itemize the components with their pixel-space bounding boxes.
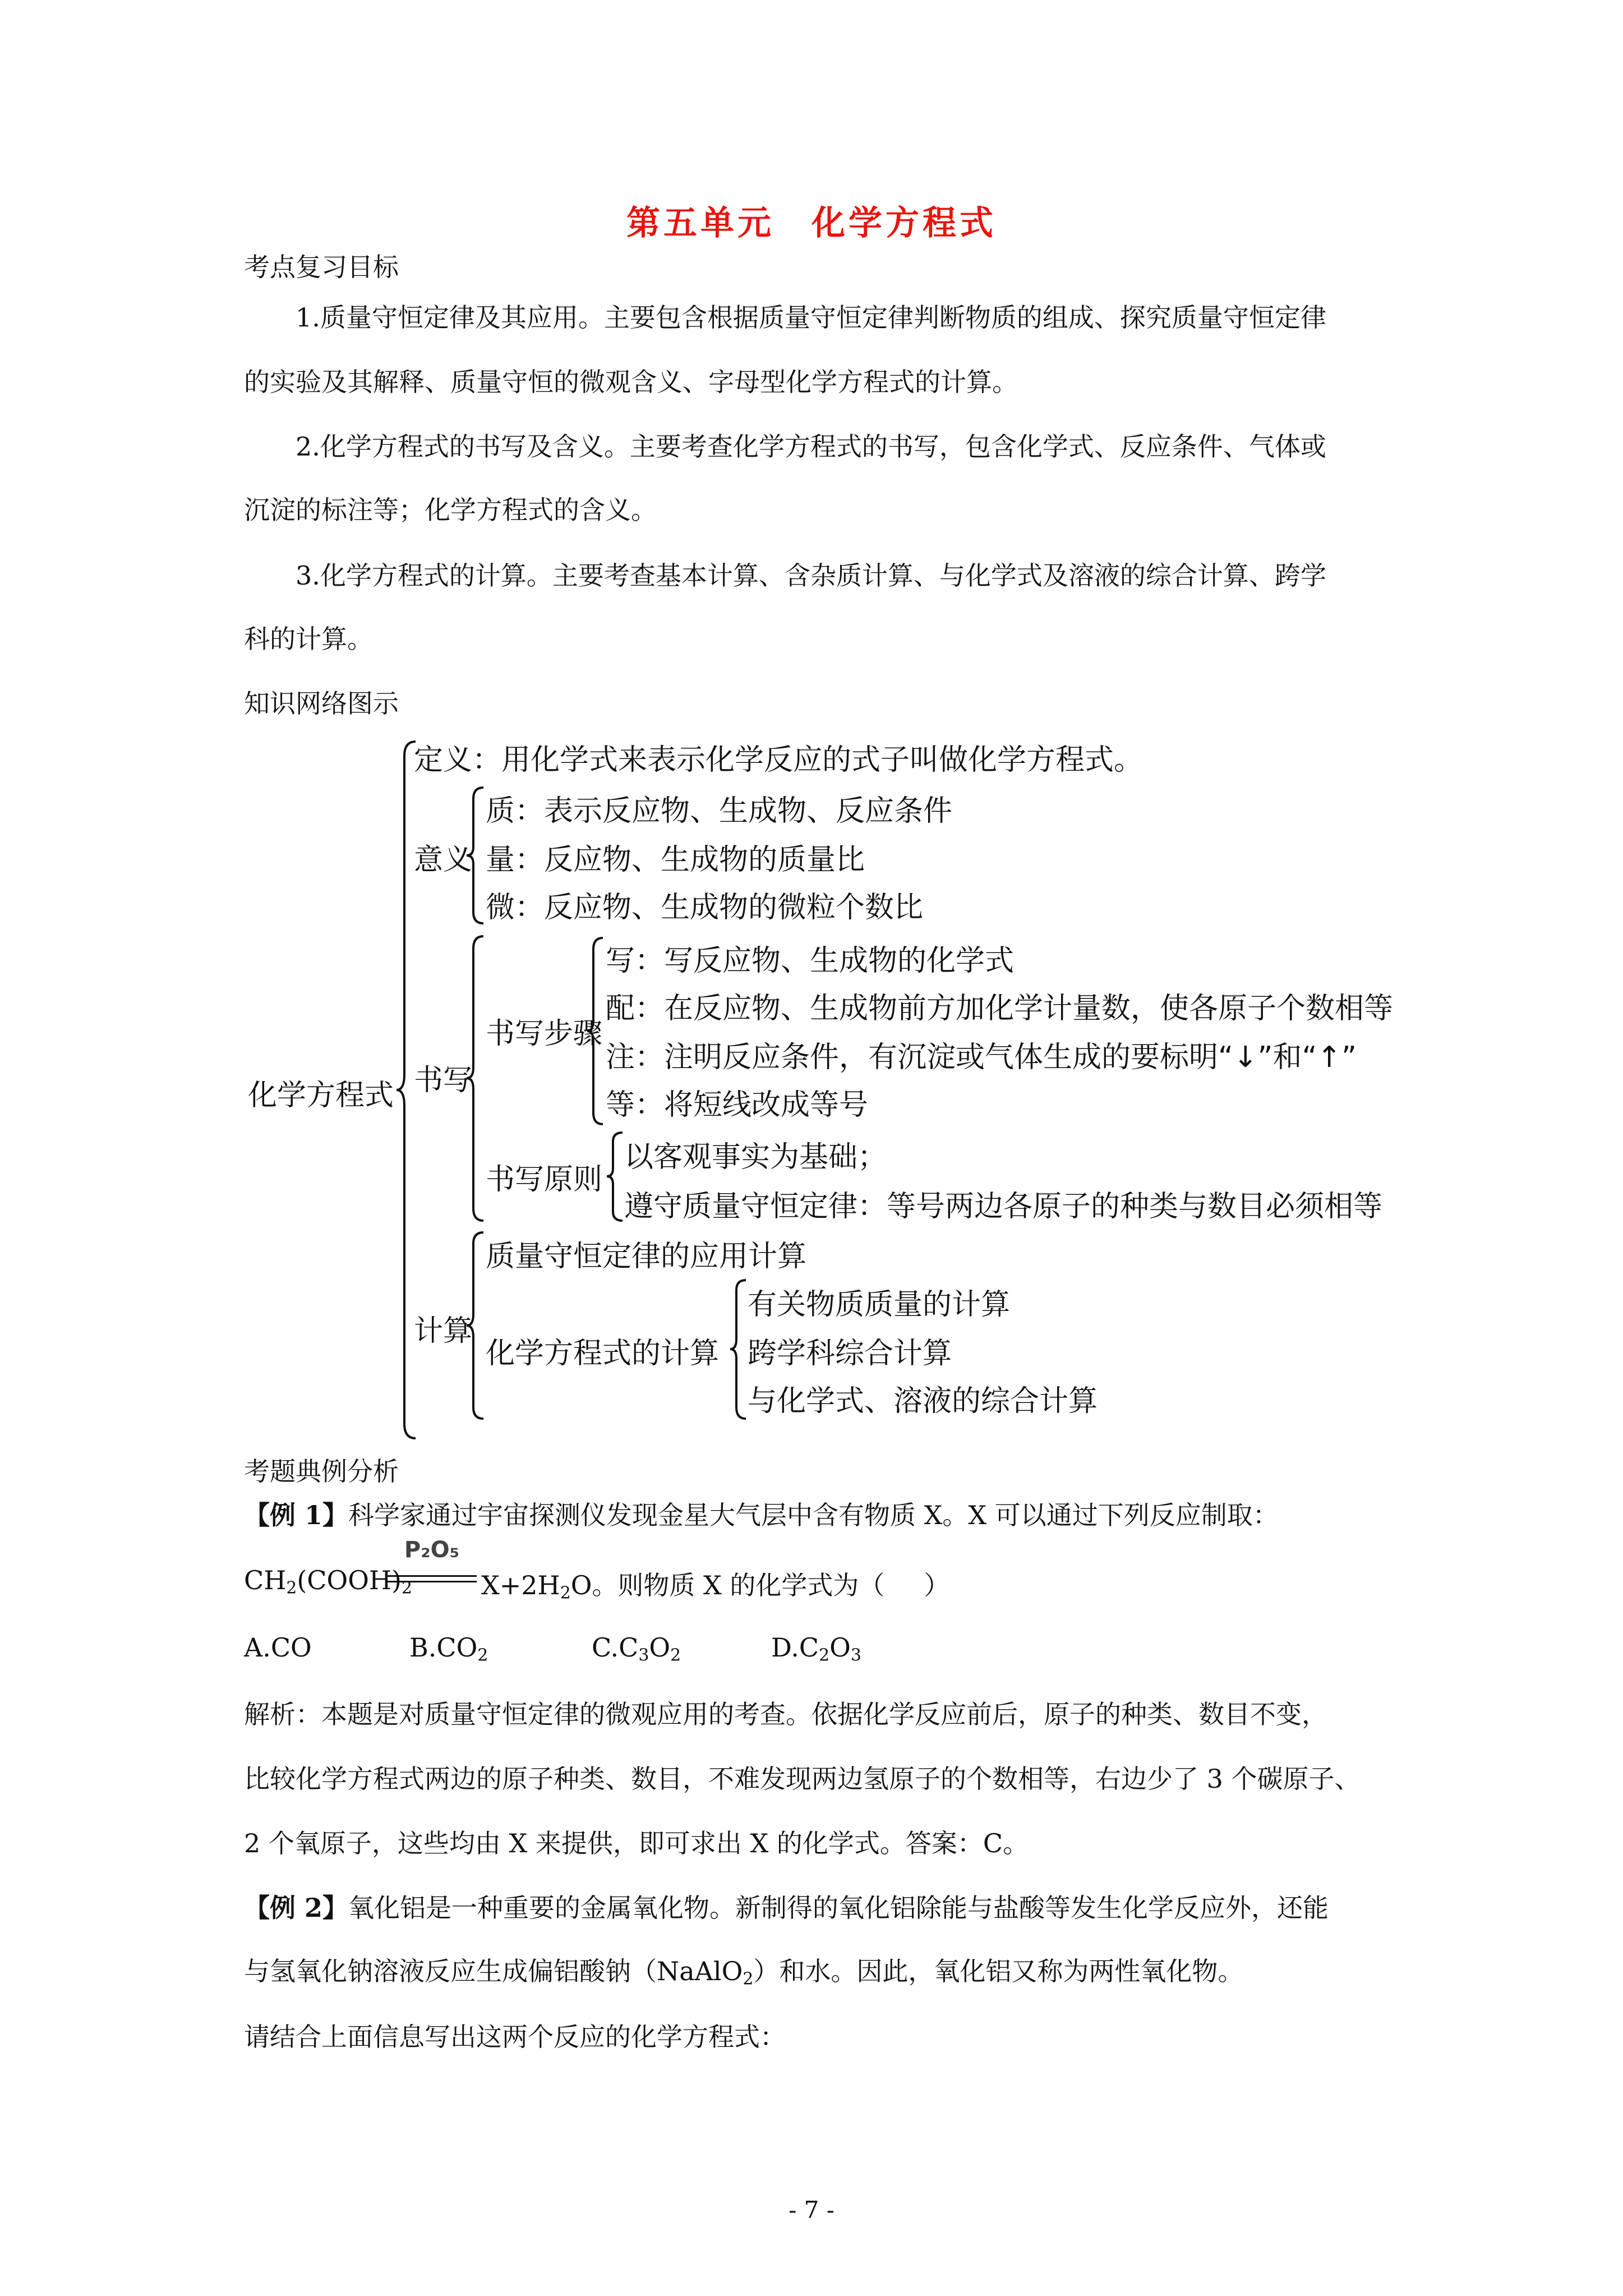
goal-1-line-1: 1.质量守恒定律及其应用。主要包含根据质量守恒定律判断物质的组成、探究质量守恒定律 [296,302,1326,333]
tree-eq-calc-item: 跨学科综合计算 [748,1337,952,1370]
example-1-equation-left: $CH_2(COOH)_2$ [244,1565,413,1598]
example-1-equation-right: $X+2H_2O$。则物质 X 的化学式为（ ） [481,1570,950,1603]
tree-calc-label: 计算 [414,1314,473,1348]
eq-calc-brace [729,1278,748,1421]
page-number: - 7 - [789,2196,834,2224]
tree-meaning-item: 质：表示反应物、生成物、反应条件 [486,794,953,828]
tree-definition: 定义：用化学式来表示化学反应的式子叫做化学方程式。 [414,743,1144,777]
analysis-line: 2 个氧原子，这些均由 X 来提供，即可求出 X 的化学式。答案：C。 [244,1828,1029,1858]
section-review-heading: 考点复习目标 [244,252,399,282]
tree-eq-calc-label: 化学方程式的计算 [486,1337,720,1370]
tree-meaning-label: 意义 [414,843,473,877]
tree-steps-label: 书写步骤 [486,1017,603,1051]
tree-writing-label: 书写 [414,1064,473,1097]
example-1-label: 【例 1】 [244,1500,349,1530]
tree-step: 配：在反应物、生成物前方加化学计量数，使各原子个数相等 [606,992,1394,1025]
tree-step: 写：写反应物、生成物的化学式 [606,944,1015,978]
goal-3-line-1: 3.化学方程式的计算。主要考查基本计算、含杂质计算、与化学式及溶液的综合计算、跨学 [296,560,1326,591]
section-examples-heading: 考题典例分析 [244,1456,399,1487]
example-2-line-3: 请结合上面信息写出这两个反应的化学方程式： [244,2022,786,2052]
example-1-condition: P₂O₅ [404,1537,460,1563]
section-network-heading: 知识网络图示 [244,688,399,719]
example-2-line-1: 【例 2】氧化铝是一种重要的金属氧化物。新制得的氧化铝除能与盐酸等发生化学反应外，还能 [244,1893,1329,1923]
equals-line-top [387,1575,477,1577]
option-a: A.CO [244,1632,312,1663]
option-b: $B.CO_2$ [409,1632,488,1665]
tree-root-label: 化学方程式 [248,1079,394,1112]
principles-brace [606,1130,625,1223]
tree-calc-item: 质量守恒定律的应用计算 [486,1240,807,1273]
tree-meaning-item: 量：反应物、生成物的质量比 [486,843,865,877]
goal-2-line-1: 2.化学方程式的书写及含义。主要考查化学方程式的书写，包含化学式、反应条件、气体或 [296,431,1326,462]
option-d: $D.C_2O_3$ [771,1632,861,1665]
tree-eq-calc-item: 有关物质质量的计算 [748,1288,1011,1322]
tree-principle: 以客观事实为基础； [624,1140,887,1174]
example-1-text: 科学家通过宇宙探测仪发现金星大气层中含有物质 X。X 可以通过下列反应制取： [348,1500,1279,1530]
example-1-question [244,1495,1279,1532]
goal-3-line-2: 科的计算。 [244,624,373,654]
analysis-line: 解析：本题是对质量守恒定律的微观应用的考查。依据化学反应前后，原子的种类、数目不变， [244,1699,1327,1729]
goal-2-line-2: 沉淀的标注等；化学方程式的含义。 [244,495,657,525]
tree-meaning-item: 微：反应物、生成物的微粒个数比 [486,891,924,924]
page-title: 第五单元 化学方程式 [626,204,997,243]
tree-principle: 遵守质量守恒定律：等号两边各原子的种类与数目必须相等 [624,1190,1383,1223]
example-2-line-2: 与氢氧化钠溶液反应生成偏铝酸钠（NaAlO$_2$）和水。因此，氧化铝又称为两性氧化物。 [244,1956,1244,1989]
goal-1-line-2: 的实验及其解释、质量守恒的微观含义、字母型化学方程式的计算。 [244,367,1018,397]
option-c: $C.C_3O_2$ [592,1632,681,1665]
example-2-label: 【例 2】 [244,1893,349,1923]
equals-line-bottom [387,1581,477,1582]
tree-step: 注：注明反应条件，有沉淀或气体生成的要标明“↓”和“↑” [606,1041,1357,1074]
analysis-line: 比较化学方程式两边的原子种类、数目，不难发现两边氢原子的个数相等，右边少了 3 个碳原子、 [244,1764,1361,1794]
tree-step: 等：将短线改成等号 [606,1088,869,1122]
tree-principles-label: 书写原则 [486,1163,603,1197]
tree-eq-calc-item: 与化学式、溶液的综合计算 [748,1384,1098,1418]
